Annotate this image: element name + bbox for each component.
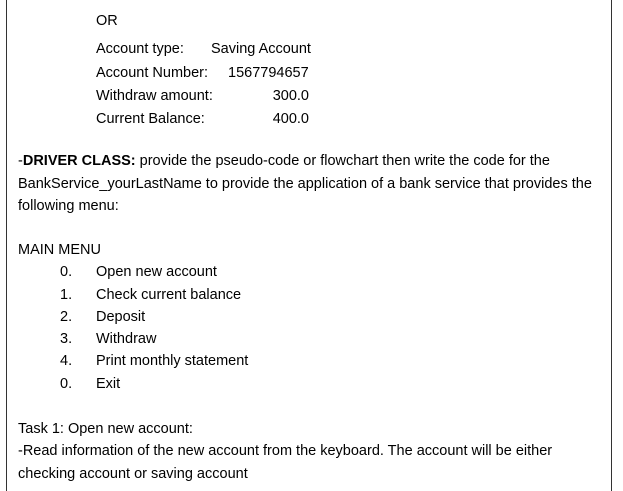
or-label: OR	[96, 13, 118, 29]
withdraw-amount-value: 300.0	[272, 88, 309, 104]
account-type-value: Saving Account	[211, 41, 311, 57]
menu-item-open-account: Open new account	[96, 264, 217, 280]
current-balance-value: 400.0	[272, 111, 309, 127]
account-number-label: Account Number:	[96, 65, 209, 81]
menu-item-number: 1.	[60, 287, 73, 303]
menu-item-withdraw: Withdraw	[96, 331, 157, 347]
menu-item-number: 3.	[60, 331, 73, 347]
menu-item-check-balance: Check current balance	[96, 287, 242, 303]
driver-prefix: -	[18, 153, 23, 169]
menu-item-number: 2.	[60, 309, 73, 325]
driver-class-paragraph	[18, 150, 603, 218]
account-type-label: Account type:	[96, 41, 184, 57]
driver-class-text: provide the pseudo-code or flowchart then write the code for the BankService_yourLastName to provide the application of a bank service that provides the following menu:	[18, 153, 592, 214]
current-balance-label: Current Balance:	[96, 111, 205, 127]
menu-item-number: 4.	[60, 353, 73, 369]
menu-item-number: 0.	[60, 264, 73, 280]
document-page	[6, 0, 612, 491]
driver-class-heading: DRIVER CLASS:	[22, 153, 136, 169]
task1-description: -Read information of the new account from the keyboard. The account will be either checking account or saving account	[18, 443, 553, 482]
withdraw-amount-label: Withdraw amount:	[96, 88, 213, 104]
main-menu-title: MAIN MENU	[18, 242, 101, 258]
menu-item-number: 0.	[60, 376, 73, 392]
task1-title: Task 1: Open new account:	[18, 421, 193, 437]
account-number-value: 1567794657	[228, 65, 309, 81]
menu-item-deposit: Deposit	[96, 309, 146, 325]
menu-item-exit: Exit	[96, 376, 121, 392]
menu-item-print-statement: Print monthly statement	[96, 353, 249, 369]
